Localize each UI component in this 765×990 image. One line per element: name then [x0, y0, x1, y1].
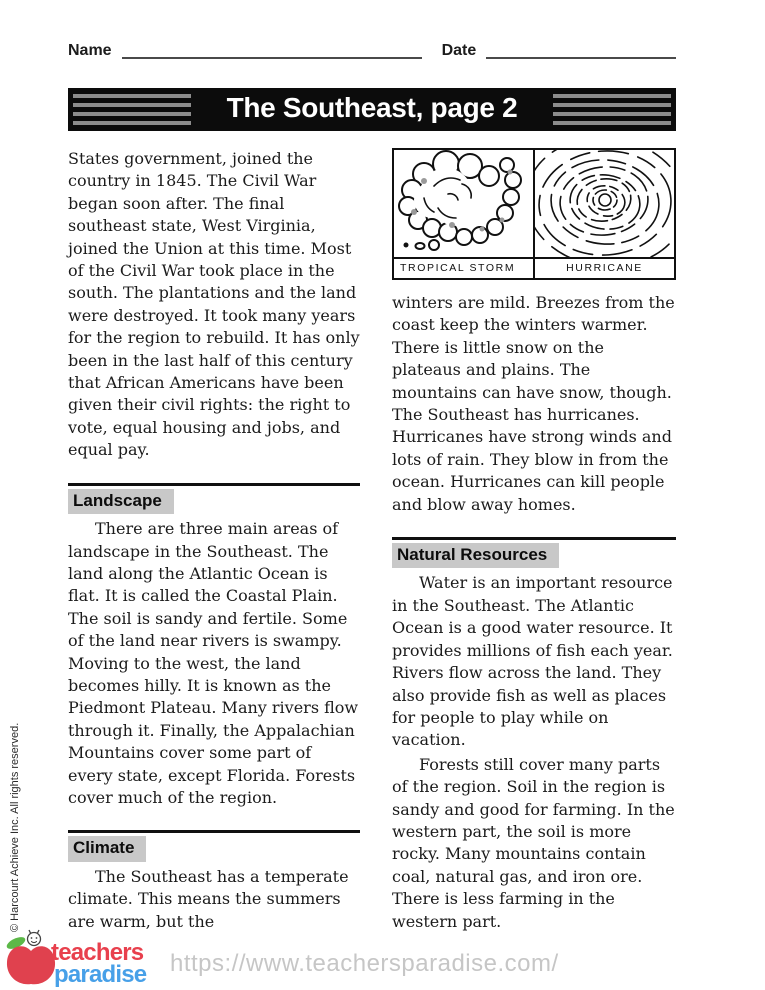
name-blank-line: [122, 43, 422, 59]
section-landscape: [68, 483, 360, 810]
date-label: Date: [441, 42, 477, 59]
tropical-storm-illustration: [394, 150, 533, 257]
page-body: [68, 148, 676, 933]
section-climate: [68, 830, 360, 933]
tropical-storm-panel: [394, 150, 535, 278]
storm-figure: [392, 148, 676, 280]
landscape-paragraph: There are three main areas of landscape in the Southeast. The land along the Atlantic Ocean is flat. It is called the Coastal Plain. The soil is sandy and fertile. Some of the land near rivers is swampy. Moving to the west, the land becomes hilly. It is known as the Piedmont Plateau. Many rivers flow through it. Finally, the Appalachian Mountains cover some part of every state, except Florida. Forests cover much of the region.: [68, 519, 359, 807]
logo-wordmark: [51, 938, 147, 988]
natural-resources-paragraph-1: Water is an important resource in the Southeast. The Atlantic Ocean is a good water resource. It provides millions of fish each year. Rivers flow across the land. They also provide fish as well as places for people to play while on vacation.: [392, 573, 673, 750]
banner-stripes-left: [73, 94, 191, 125]
climate-continuation-paragraph: winters are mild. Breezes from the coast keep the winters warmer. There is little snow on the plateaus and plains. The mountains can have snow, though. The Southeast has hurricanes. Hurricanes have strong winds and lots of rain. They blow in from the ocean. Hurricanes can kill people and blow away homes.: [392, 293, 675, 514]
banner-stripes-right: [553, 94, 671, 125]
hurricane-caption: HURRICANE: [535, 257, 674, 278]
date-blank-line: [486, 43, 676, 59]
natural-resources-paragraph-2: Forests still cover many parts of the region. Soil in the region is sandy and good for farming. In the western part, the soil is more rocky. Many mountains contain coal, natural gas, and iron ore. There is less farming in the western part.: [392, 754, 675, 931]
natural-resources-heading: Natural Resources: [392, 543, 559, 568]
site-url: https://www.teachersparadise.com/: [170, 950, 559, 977]
name-label: Name: [68, 42, 112, 59]
left-column: [68, 148, 360, 933]
section-natural-resources: [392, 537, 676, 933]
logo-word-paradise: paradise: [54, 961, 147, 988]
hurricane-panel: [535, 150, 674, 278]
logo-word-teachers: teachers: [51, 938, 144, 966]
climate-heading: Climate: [68, 836, 146, 861]
title-banner: [68, 88, 676, 131]
hurricane-illustration: [535, 150, 674, 257]
landscape-heading: Landscape: [68, 489, 174, 514]
page-title: The Southeast, page 2: [226, 92, 518, 123]
right-column: [392, 148, 676, 933]
teachersparadise-logo: [2, 929, 146, 987]
climate-paragraph: The Southeast has a temperate climate. This means the summers are warm, but the: [68, 866, 349, 931]
copyright-sidebar: © Harcourt Achieve Inc. All rights reserved.: [9, 722, 21, 932]
tropical-storm-caption: TROPICAL STORM: [394, 257, 533, 278]
trail-dot: [404, 243, 409, 248]
intro-paragraph: States government, joined the country in 1845. The Civil War began soon after. The final southeast state, West Virginia, joined the Union at this time. Most of the Civil War took place in the south. The plantations and the land were destroyed. It took many years for the region to rebuild. It has only been in the last half of this century that African Americans have been given their civil rights: the right to vote, equal housing and jobs, and equal pay.: [68, 149, 360, 460]
name-date-row: [68, 42, 676, 60]
